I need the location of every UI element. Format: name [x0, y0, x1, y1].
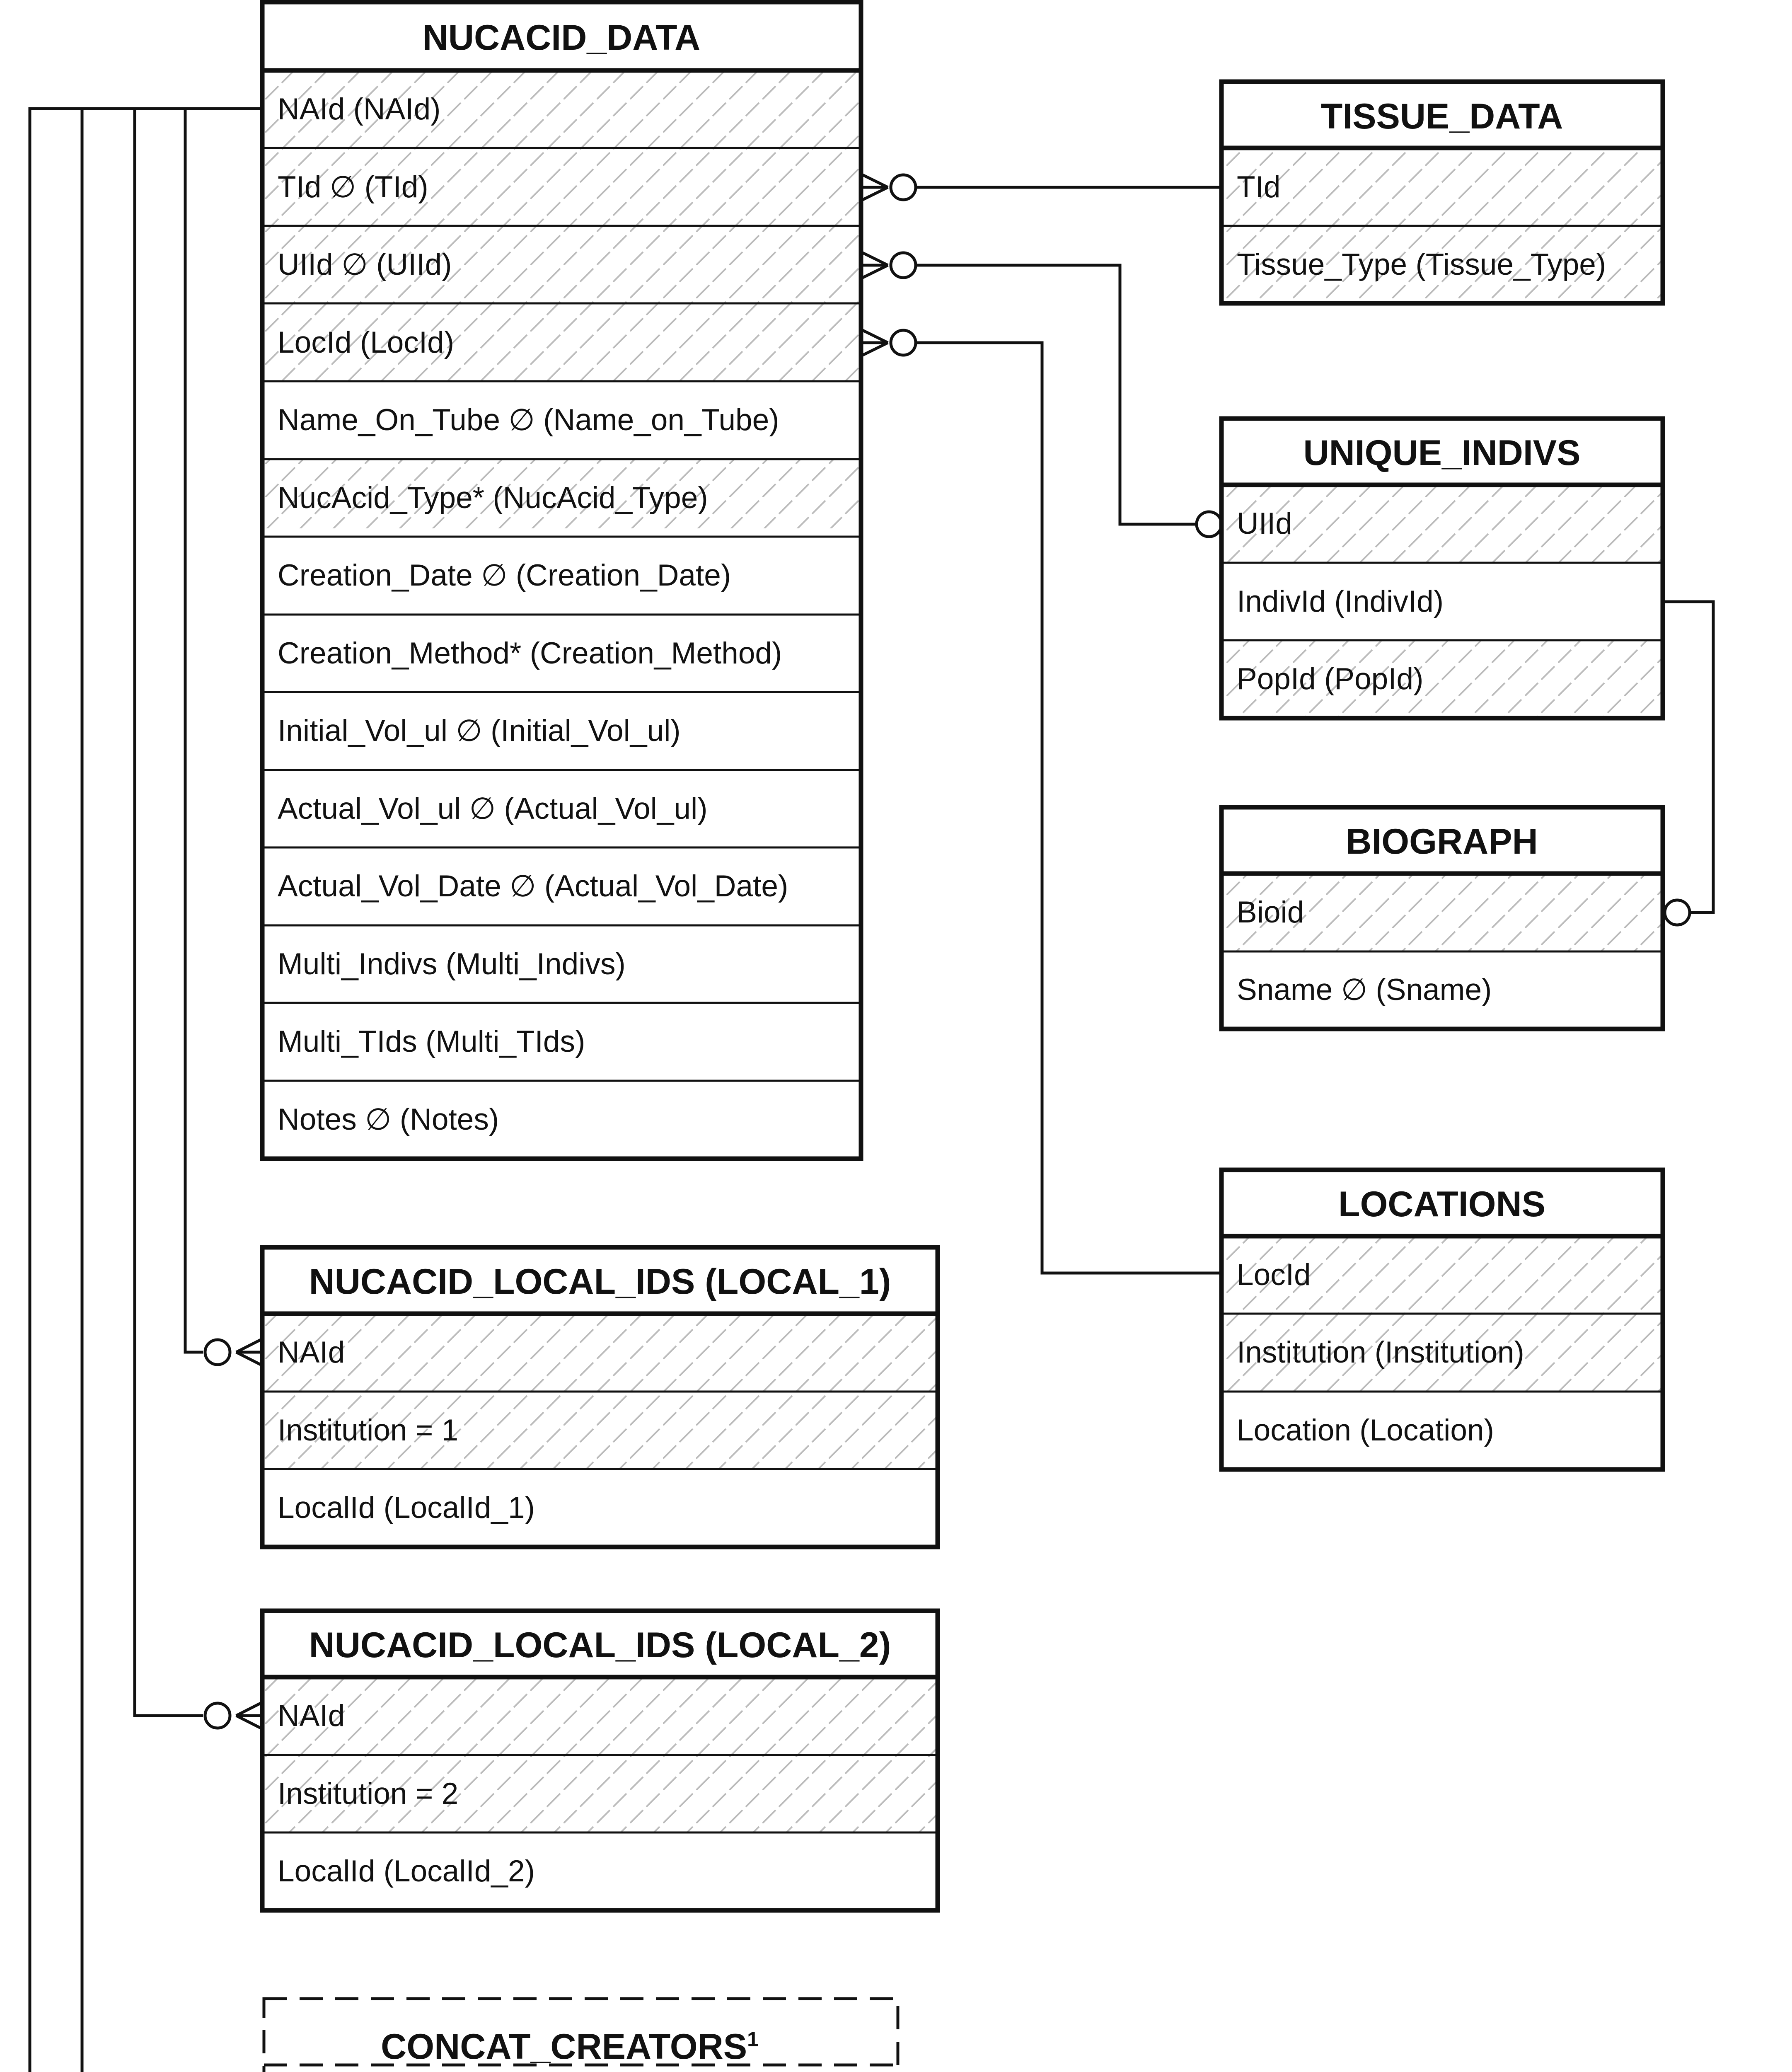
entity-tissue-data[interactable] — [1221, 82, 1663, 303]
attribute-creation-date: Creation_Date ∅ (Creation_Date) — [278, 559, 731, 592]
attribute-naid: NAId — [278, 1336, 345, 1369]
crowfoot-tid — [861, 174, 916, 201]
attribute-actual-vol: Actual_Vol_ul ∅ (Actual_Vol_ul) — [278, 792, 708, 825]
attribute-naid: NAId — [278, 1699, 345, 1733]
footnote-marker: 1 — [747, 2028, 759, 2051]
rel-locations-link — [914, 343, 1221, 1273]
attribute-uiid: UIId ∅ (UIId) — [278, 248, 452, 281]
crowfoot-locid — [861, 329, 916, 356]
entity-title: TISSUE_DATA — [1320, 97, 1563, 136]
attribute-notes: Notes ∅ (Notes) — [278, 1103, 499, 1136]
attribute-institution: Institution (Institution) — [1237, 1336, 1524, 1369]
subquery-title: CONCAT_CREATORS$^1$ — [381, 2027, 759, 2067]
attribute-locid: LocId — [1237, 1258, 1311, 1292]
attribute-localid: LocalId (LocalId_2) — [278, 1854, 535, 1888]
attribute-name-on-tube: Name_On_Tube ∅ (Name_on_Tube) — [278, 403, 779, 437]
attribute-tissue-type: Tissue_Type (Tissue_Type) — [1237, 248, 1606, 281]
entity-local-2[interactable] — [262, 1611, 938, 1910]
attribute-uiid: UIId — [1237, 507, 1292, 540]
rel-nucacid-to-sources — [30, 109, 262, 2072]
entity-biograph[interactable] — [1221, 807, 1663, 1029]
attribute-localid: LocalId (LocalId_1) — [278, 1491, 535, 1525]
entity-title: LOCATIONS — [1338, 1184, 1546, 1224]
attribute-popid: PopId (PopId) — [1237, 662, 1424, 696]
attribute-naid: NAId (NAId) — [278, 92, 441, 126]
entity-local-1[interactable] — [262, 1247, 938, 1547]
entity-locations[interactable] — [1221, 1170, 1663, 1469]
attribute-locid: LocId (LocId) — [278, 326, 455, 359]
attribute-creation-method: Creation_Method* (Creation_Method) — [278, 637, 782, 670]
attribute-tid: TId ∅ (TId) — [278, 170, 428, 204]
crowfoot-local2 — [205, 1702, 262, 1729]
entity-unique-indivs[interactable] — [1221, 419, 1663, 718]
rel-nucacid-to-local2 — [135, 109, 262, 1716]
attribute-institution: Institution = 2 — [278, 1777, 459, 1811]
attribute-multi-tids: Multi_TIds (Multi_TIds) — [278, 1025, 585, 1058]
attribute-sname: Sname ∅ (Sname) — [1237, 973, 1492, 1007]
entity-title: UNIQUE_INDIVS — [1303, 433, 1581, 473]
subquery-concat-creators[interactable] — [264, 1999, 898, 2072]
rel-biograph-link — [1663, 602, 1713, 913]
rel-nucacid-to-local1 — [185, 109, 262, 1352]
attribute-nucacid-type: NucAcid_Type* (NucAcid_Type) — [278, 481, 708, 515]
attribute-actual-vol-date: Actual_Vol_Date ∅ (Actual_Vol_Date) — [278, 869, 788, 903]
entity-title: NUCACID_LOCAL_IDS (LOCAL_1) — [309, 1262, 891, 1302]
attribute-tid: TId — [1237, 170, 1281, 204]
attribute-institution: Institution = 1 — [278, 1414, 459, 1447]
attribute-multi-indivs: Multi_Indivs (Multi_Indivs) — [278, 947, 626, 981]
crowfoot-uiid — [861, 252, 916, 278]
rel-nucacid-to-creators — [82, 109, 282, 2072]
attribute-individ: IndivId (IndivId) — [1237, 585, 1444, 618]
entity-title: BIOGRAPH — [1346, 822, 1538, 862]
attribute-initial-vol: Initial_Vol_ul ∅ (Initial_Vol_ul) — [278, 714, 681, 748]
entity-title: NUCACID_DATA — [422, 18, 701, 58]
attribute-bioid: Bioid — [1237, 896, 1304, 929]
entity-nucacid-data[interactable] — [262, 2, 861, 1159]
optional-circle-unique-indivs — [1197, 512, 1221, 537]
attribute-location: Location (Location) — [1237, 1414, 1494, 1447]
optional-circle-biograph — [1665, 900, 1690, 925]
crowfoot-local1 — [205, 1339, 262, 1365]
rel-unique-indivs-link — [914, 265, 1203, 524]
entity-title: NUCACID_LOCAL_IDS (LOCAL_2) — [309, 1625, 891, 1665]
